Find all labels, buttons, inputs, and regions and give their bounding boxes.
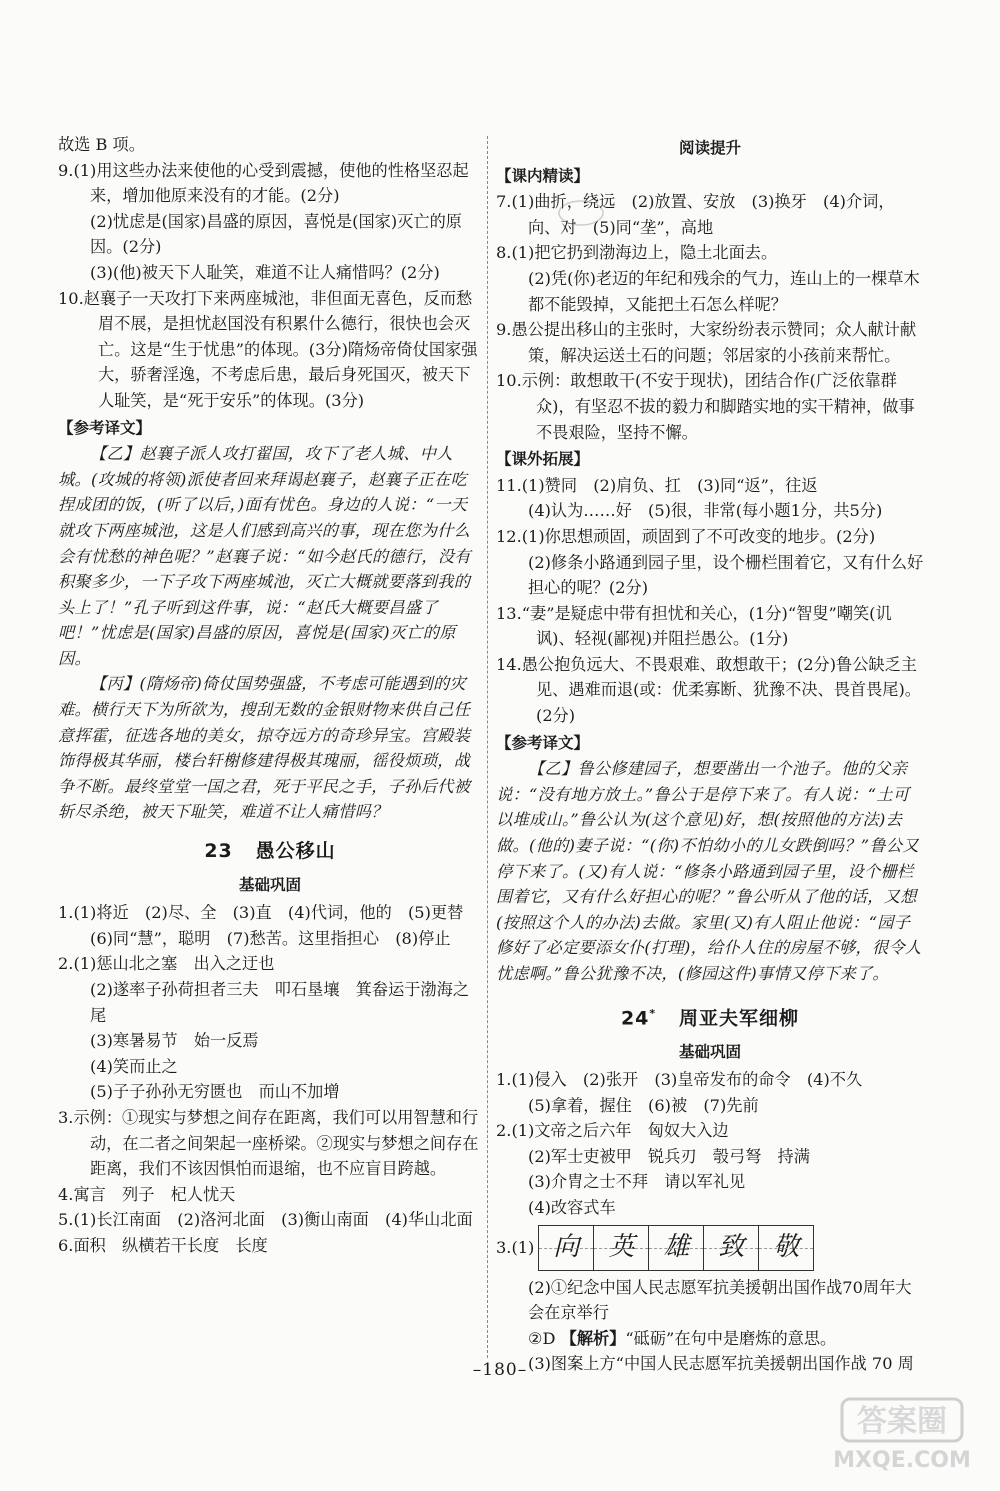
lesson-name: 愚公移山 bbox=[255, 840, 336, 863]
grid-cell: 英 bbox=[593, 1226, 648, 1270]
answer-9: 9.愚公提出移山的主张时，大家纷纷表示赞同；众人献计献策，解决运送土石的问题；邻居家的小孩前来帮忙。 bbox=[496, 320, 917, 365]
reference-translation-label: 【参考译文】 bbox=[496, 733, 590, 752]
answer-12-1: 12.(1)你思想顽固，顽固到了不可改变的地步。(2分) bbox=[496, 526, 876, 546]
choice: ②D bbox=[528, 1328, 556, 1348]
answer-10: 10.赵襄子一天攻打下来两座城池，非但面无喜色，反而愁眉不展，是担忧赵国没有积累什么德行，很快也会灭亡。这是“生于忧患”的体现。(3分)隋炀帝倚仗国家强大，骄奢淫逸，不考虑后患，最后身死国灭，被天下人耻笑，是“死于安乐”的体现。(3分) bbox=[58, 288, 478, 410]
translation-yi: 【乙】赵襄子派人攻打翟国，攻下了老人城、中人城。(攻城的将领)派使者回来拜谒赵襄子，赵襄子正在吃捏成团的饭，(听了以后，)面有忧色。身边的人说：“一天就攻下两座城池，这是人们感到高兴的事，现在您为什么会有忧愁的神色呢？”赵襄子说：“如今赵氏的德行，没有积聚多少，一下子攻下两座城池，灭亡大概就要落到我的头上了！”孔子听到这件事，说：“赵氏大概要昌盛了吧！”忧虑是(国家)昌盛的原因，喜悦是(国家)灭亡的原因。 bbox=[58, 444, 471, 668]
answer-3-label: 3.(1) bbox=[496, 1237, 535, 1257]
grid-cell: 致 bbox=[703, 1226, 758, 1270]
watermark-brand: 答案圈 bbox=[857, 1404, 947, 1439]
answer-13: 13.“妻”是疑虑中带有担忧和关心，(1分)“智叟”嘲笑(讥讽)、轻视(鄙视)并阻拦愚公。(1分) bbox=[496, 603, 892, 649]
answer-2-b: (2)军士吏被甲 锐兵刃 彀弓弩 持满 bbox=[528, 1146, 810, 1166]
answer-7: 7.(1)曲折，绕远 (2)放置、安放 (3)换牙 (4)介词，向、对 (5)同“垄”，高地 bbox=[496, 192, 895, 237]
answer-3-2-d bbox=[496, 1326, 924, 1352]
faint-stamp-icon bbox=[556, 198, 606, 228]
grid-cell: 向 bbox=[538, 1226, 593, 1270]
grid-cell: 雄 bbox=[648, 1226, 703, 1270]
answer-8-2: (2)凭(你)老迈的年纪和残余的气力，连山上的一棵草木都不能毁掉，又能把土石怎么样呢？ bbox=[528, 268, 920, 314]
right-column bbox=[496, 132, 924, 1377]
answer-2-b: (2)遂率子孙荷担者三夫 叩石垦壤 箕畚运于渤海之尾 bbox=[90, 980, 470, 1025]
answer-8-1: 8.(1)把它扔到渤海边上，隐土北面去。 bbox=[496, 243, 778, 263]
analysis-text: “砥砺”在句中是磨炼的意思。 bbox=[625, 1328, 837, 1348]
answer-2-c: (3)介胄之士不拜 请以军礼见 bbox=[528, 1172, 746, 1192]
answer-3-1 bbox=[496, 1225, 924, 1271]
section-reading: 阅读提升 bbox=[678, 139, 741, 157]
answer-3: 3.示例：①现实与梦想之间存在距离，我们可以用智慧和行动，在二者之间架起一座桥梁。②现实与梦想之间存在距离，我们不该因惧怕而退缩，也不应盲目跨越。 bbox=[58, 1107, 479, 1179]
calligraphy-grid bbox=[538, 1225, 814, 1271]
answer-2-d: (4)改容式车 bbox=[528, 1198, 616, 1218]
answer-4: 4.寓言 列子 杞人忧天 bbox=[58, 1184, 236, 1204]
answer-2-c: (3)寒暑易节 始一反焉 bbox=[90, 1031, 259, 1051]
answer-1-b: (6)同“慧”，聪明 (7)愁苦。这里指担心 (8)停止 bbox=[90, 928, 451, 948]
answer-1-a: 1.(1)将近 (2)尽、全 (3)直 (4)代词，他的 (5)更替 bbox=[58, 903, 464, 923]
section-basic: 基础巩固 bbox=[678, 1042, 741, 1061]
answer-5: 5.(1)长江南面 (2)洛河北面 (3)衡山南面 (4)华山北面 bbox=[58, 1210, 473, 1230]
translation-bing: 【丙】(隋炀帝)倚仗国势强盛，不考虑可能遇到的灾难。横行天下为所欲为，搜刮无数的金银财物来供自己任意挥霍，征选各地的美女，掠夺远方的奇珍异宝。宫殿装饰得极其华丽，楼台轩榭修建得极其瑰丽，徭役烦琐，战争不断。最终堂堂一国之君，死于平民之手，子孙后代被斩尽杀绝，被天下耻笑，难道不让人痛惜吗？ bbox=[58, 674, 471, 822]
answer-2-a: 2.(1)惩山北之塞 出入之迂也 bbox=[58, 954, 275, 974]
answer-9-3: (3)(他)被天下人耻笑，难道不让人痛惜吗？(2分) bbox=[90, 262, 440, 282]
out-class-label: 【课外拓展】 bbox=[496, 450, 590, 469]
section-basic: 基础巩固 bbox=[238, 875, 301, 894]
answer-14: 14.愚公抱负远大、不畏艰难、敢想敢干；(2分)鲁公缺乏主见、遇难而退(或：优柔寡断、犹豫不决、畏首畏尾)。(2分) bbox=[496, 654, 921, 726]
grid-cell: 敬 bbox=[758, 1226, 814, 1270]
answer-10: 10.示例：敢想敢干(不安于现状)，团结合作(广泛依靠群众)，有坚忍不拔的毅力和脚踏实地的实干精神，做事不畏艰险，坚持不懈。 bbox=[496, 371, 915, 442]
optional-mark: * bbox=[649, 1006, 657, 1020]
answer-3-3: (3)图案上方“中国人民志愿军抗美援朝出国作战 70 周 bbox=[528, 1354, 914, 1374]
lesson-number: 24 bbox=[620, 1006, 650, 1029]
lesson-23-title bbox=[58, 839, 482, 865]
watermark-logo bbox=[802, 1395, 972, 1475]
column-divider bbox=[487, 136, 488, 1358]
reference-translation-label: 【参考译文】 bbox=[58, 418, 152, 437]
answer-6: 6.面积 纵横若干长度 长度 bbox=[58, 1235, 268, 1255]
text-line: 故选 B 项。 bbox=[58, 135, 145, 154]
page-number: –180– bbox=[472, 1360, 528, 1380]
answer-9-2: (2)忧虑是(国家)昌盛的原因，喜悦是(国家)灭亡的原因。(2分) bbox=[90, 211, 462, 257]
answer-1-b: (5)拿着，握住 (6)被 (7)先前 bbox=[528, 1095, 759, 1115]
answer-9-1: 9.(1)用这些办法来使他的心受到震撼，使他的性格坚忍起来，增加他原来没有的才能。(2分) bbox=[58, 160, 469, 206]
left-column bbox=[58, 132, 482, 1259]
answer-12-2: (2)修条小路通到园子里，设个栅栏围着它，又有什么好担心的呢？(2分) bbox=[528, 552, 924, 598]
in-class-label: 【课内精读】 bbox=[496, 166, 590, 185]
answer-2-e: (5)子子孙孙无穷匮也 而山不加增 bbox=[90, 1082, 340, 1102]
watermark-url: MXQE.COM bbox=[833, 1448, 971, 1473]
answer-1-a: 1.(1)侵入 (2)张开 (3)皇帝发布的命令 (4)不久 bbox=[496, 1070, 863, 1090]
answer-2-a: 2.(1)文帝之后六年 匈奴大入边 bbox=[496, 1121, 729, 1141]
lesson-number: 23 bbox=[204, 840, 233, 863]
analysis-tag: 【解析】 bbox=[560, 1328, 626, 1348]
answer-2-d: (4)笑而止之 bbox=[90, 1056, 178, 1076]
answer-3-2: (2)①纪念中国人民志愿军抗美援朝出国作战70周年大会在京举行 bbox=[528, 1277, 912, 1323]
answer-11-b: (4)认为……好 (5)很，非常(每小题1分，共5分) bbox=[528, 501, 883, 521]
lesson-24-title bbox=[496, 1001, 924, 1032]
answer-11-a: 11.(1)赞同 (2)肩负、扛 (3)同“返”，往返 bbox=[496, 475, 818, 495]
lesson-name: 周亚夫军细柳 bbox=[679, 1006, 800, 1029]
translation-yi: 【乙】鲁公修建园子，想要凿出一个池子。他的父亲说：“没有地方放土。”鲁公于是停下来了。有人说：“土可以堆成山。”鲁公认为(这个意见)好，想(按照他的方法)去做。(他的)妻子说：“(你)不怕幼小的儿女跌倒吗？”鲁公又停下来了。(又)有人说：“修条小路通到园子里，设个栅栏围着它，又有什么好担心的呢？”鲁公听从了他的话，又想(按照这个人的办法)去做。家里(又)有人阻止他说：“园子修好了必定要添女仆(打理)，给仆人住的房屋不够，很令人忧虑啊。”鲁公犹豫不决，(修园这件)事情又停下来了。 bbox=[496, 759, 922, 983]
